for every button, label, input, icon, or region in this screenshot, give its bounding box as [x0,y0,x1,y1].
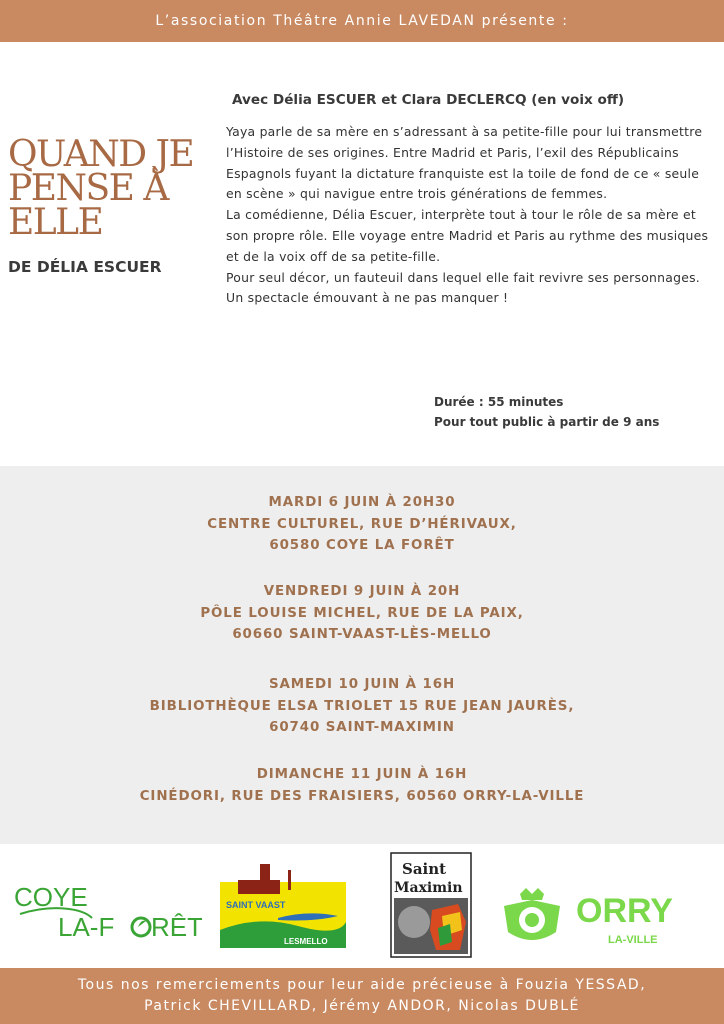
thanks-line-2: Patrick CHEVILLARD, Jérémy ANDOR, Nicolas DUBLÉ [144,998,580,1014]
title-line-3: ELLE [8,202,103,243]
date-place: CINÉDORI, RUE DES FRAISIERS, 60560 ORRY-LA-VILLE [139,788,585,804]
date-when: SAMEDI 10 JUIN À 16H [268,677,456,692]
date-place: CENTRE CULTUREL, RUE D’HÉRIVAUX, [207,516,517,532]
orry-line-2: LA-VILLE [608,934,658,946]
show-info [434,392,714,432]
cast-line: Avec Délia ESCUER et Clara DECLERCQ (en voix off) [232,92,625,108]
orry-line-1: ORRY [576,892,673,930]
date-when: DIMANCHE 11 JUIN À 16H [256,767,468,782]
date-block-4 [0,764,724,807]
maximin-line-2: Maximin [394,880,463,896]
date-city: 60660 SAINT-VAAST-LÈS-MELLO [232,627,492,642]
saint-vaast-logo-graphic [218,860,348,948]
partner-logos [0,846,724,966]
synopsis [226,122,710,309]
thanks-banner [0,968,724,1024]
saint-vaast-bottom: LESMELLO [284,937,328,946]
date-place: BIBLIOTHÈQUE ELSA TRIOLET 15 RUE JEAN JAURÈS, [149,698,575,714]
maximin-line-1: Saint [402,860,447,878]
coye-logo-graphic [12,880,202,940]
dates-panel [0,466,724,844]
date-block-3 [0,674,724,739]
audience-text: Pour tout public à partir de 9 ans [434,415,660,429]
coye-line-2: LA-F [58,912,115,940]
date-when: MARDI 6 JUIN À 20H30 [268,495,456,510]
saint-vaast-top: SAINT VAAST [226,900,286,910]
title-line-1: QUAND JE [8,134,194,175]
synopsis-paragraph-2: La comédienne, Délia Escuer, interprète tout à tour le rôle de sa mère et son propre rôle. Elle voyage entre Madrid et Paris au rythme des musiques et de la voix off de sa petite-fille. [226,207,709,264]
date-place: PÔLE LOUISE MICHEL, RUE DE LA PAIX, [200,605,524,621]
title-line-2: PENSE À [8,168,168,209]
date-when: VENDREDI 9 JUIN À 20H [263,584,461,599]
synopsis-paragraph-1: Yaya parle de sa mère en s’adressant à sa petite-fille pour lui transmettre l’Histoire de ses origines. Entre Madrid et Paris, l’exil des Républicains Espagnols fuyant la dictature franquiste est la toile de fond de ce « seule en scène » qui navigue entre trois générations de femmes. [226,124,703,202]
saint-vaast-logo [218,860,348,948]
orry-la-ville-logo [498,886,718,948]
synopsis-paragraph-3: Pour seul décor, un fauteuil dans lequel elle fait revivre ses personnages. [226,269,700,285]
duration-text: Durée : 55 minutes [434,395,564,409]
date-block-2 [0,581,724,646]
saint-maximin-logo-graphic [390,852,472,958]
saint-maximin-logo [390,852,472,958]
coye-line-2b: RÊT [151,912,202,940]
show-author: DE DÉLIA ESCUER [8,258,162,276]
date-city: 60580 COYE LA FORÊT [269,538,455,553]
coye-la-foret-logo [12,880,202,940]
date-block-1 [0,492,724,557]
synopsis-paragraph-4: Un spectacle émouvant à ne pas manquer ! [226,290,509,306]
top-banner: L’association Théâtre Annie LAVEDAN présente : [0,0,724,42]
coye-line-1: COYE [14,882,88,912]
show-title [8,134,208,243]
thanks-line-1: Tous nos remerciements pour leur aide précieuse à Fouzia YESSAD, [77,977,647,993]
date-city: 60740 SAINT-MAXIMIN [269,720,455,735]
orry-logo-graphic [498,886,718,948]
